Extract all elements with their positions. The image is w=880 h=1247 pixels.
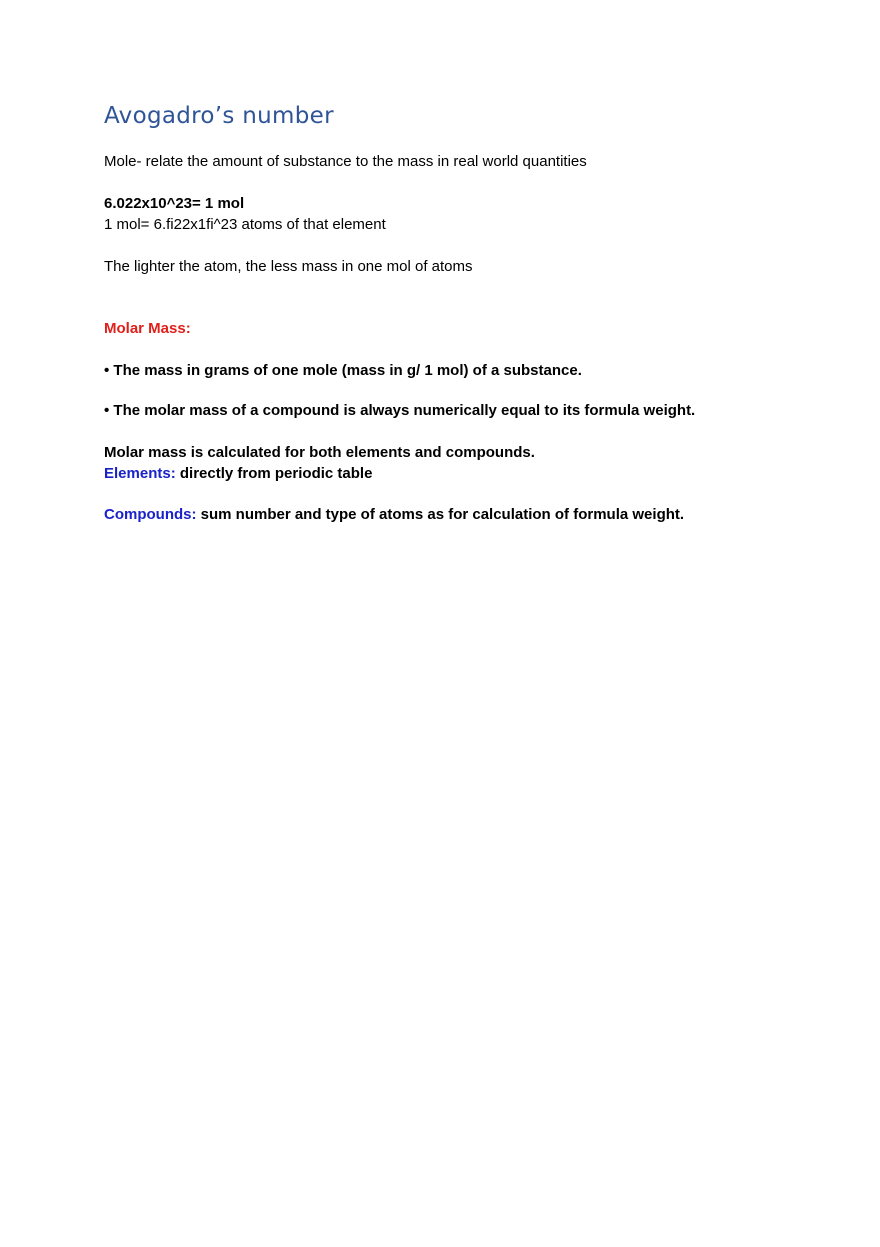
compounds-line: [104, 504, 824, 525]
lighter-atom-note: The lighter the atom, the less mass in one mol of atoms: [104, 258, 473, 275]
compounds-text: sum number and type of atoms as for calculation of formula weight.: [196, 506, 685, 523]
avogadro-atoms: 1 mol= 6.ﬁ22x1ﬁ^23 atoms of that element: [104, 216, 386, 233]
bullet-item-2: • The molar mass of a compound is always numerically equal to its formula weight.: [104, 402, 696, 419]
elements-text: directly from periodic table: [175, 465, 373, 482]
elements-label: Elements:: [104, 465, 176, 482]
compounds-label: Compounds:: [104, 506, 197, 523]
page-title: Avogadro’s number: [104, 103, 334, 129]
mole-definition: Mole- relate the amount of substance to the mass in real world quantities: [104, 153, 587, 170]
elements-line: [104, 463, 824, 484]
bullet-item-1: • The mass in grams of one mole (mass in g/ 1 mol) of a substance.: [104, 362, 582, 379]
document-body: [104, 100, 824, 525]
molar-mass-heading: Molar Mass:: [104, 320, 191, 337]
calculated-for-note: Molar mass is calculated for both elements and compounds.: [104, 444, 535, 461]
avogadro-constant: 6.022x10^23= 1 mol: [104, 195, 245, 212]
